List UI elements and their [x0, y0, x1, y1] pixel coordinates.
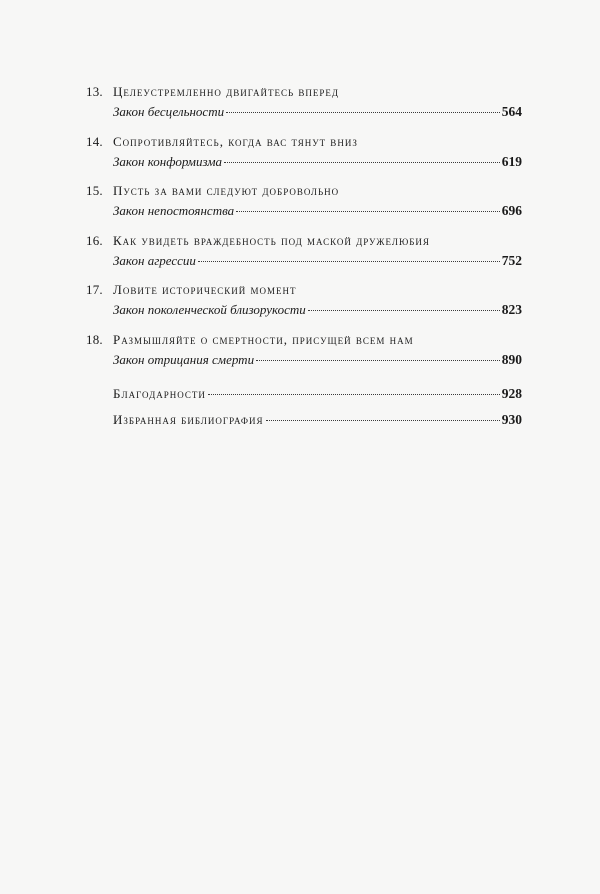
toc-entry-18[interactable]	[86, 330, 522, 380]
extra-line	[113, 384, 522, 404]
toc-entry-14[interactable]	[86, 132, 522, 182]
toc-entry-17[interactable]	[86, 280, 522, 330]
dot-leader	[208, 390, 500, 395]
dot-leader	[266, 416, 500, 421]
dot-leader	[224, 158, 500, 163]
chapter-title: Размышляйте о смертности, присущей всем нам	[113, 331, 414, 347]
page-number: 752	[501, 252, 522, 268]
chapter-law: Закон агрессии	[113, 252, 196, 268]
chapter-law-line	[113, 102, 522, 122]
chapter-number: 15.	[86, 183, 103, 199]
page-number: 564	[501, 104, 522, 119]
toc-entry-16[interactable]	[86, 231, 522, 281]
chapter-title: Пусть за вами следуют добровольно	[113, 183, 340, 199]
page-number: 696	[501, 203, 522, 219]
table-of-contents	[86, 82, 522, 436]
chapter-law: Закон конформизма	[113, 153, 223, 169]
chapter-law-line	[113, 251, 522, 271]
chapter-law-line	[113, 201, 522, 221]
chapter-title: Ловите исторический момент	[113, 282, 297, 298]
page-number: 619	[501, 153, 522, 169]
page-number: 823	[501, 302, 522, 318]
dot-leader	[236, 207, 500, 212]
chapter-number: 13.	[86, 84, 103, 99]
chapter-law-line	[113, 152, 522, 172]
extra-line	[113, 410, 522, 430]
chapter-law-line	[113, 300, 522, 320]
toc-entry-acknowledgements[interactable]	[86, 384, 522, 410]
chapter-number: 18.	[86, 331, 103, 347]
chapter-title: Сопротивляйтесь, когда вас тянут вниз	[113, 133, 358, 149]
chapter-law: Закон бесцельности	[113, 104, 225, 119]
toc-entry-15[interactable]	[86, 181, 522, 231]
chapter-law: Закон поколенческой близорукости	[113, 302, 306, 318]
page-number: 890	[501, 351, 522, 367]
dot-leader	[256, 356, 500, 361]
chapter-number: 16.	[86, 232, 103, 248]
dot-leader	[198, 257, 500, 262]
chapter-number: 14.	[86, 133, 103, 149]
page-number: 930	[501, 411, 522, 427]
extra-title: Благодарности	[113, 385, 206, 401]
toc-entry-bibliography[interactable]	[86, 410, 522, 436]
chapter-law-line	[113, 350, 522, 370]
toc-entry-13[interactable]	[86, 82, 522, 132]
chapter-title: Целеустремленно двигайтесь вперед	[113, 84, 340, 99]
chapter-title: Как увидеть враждебность под маской дружелюбия	[113, 232, 430, 248]
chapter-number: 17.	[86, 282, 103, 298]
dot-leader	[308, 306, 500, 311]
chapter-law: Закон непостоянства	[113, 203, 235, 219]
chapter-law: Закон отрицания смерти	[113, 351, 255, 367]
extra-title: Избранная библиография	[113, 411, 264, 427]
page-number: 928	[501, 385, 522, 401]
dot-leader	[226, 108, 500, 113]
